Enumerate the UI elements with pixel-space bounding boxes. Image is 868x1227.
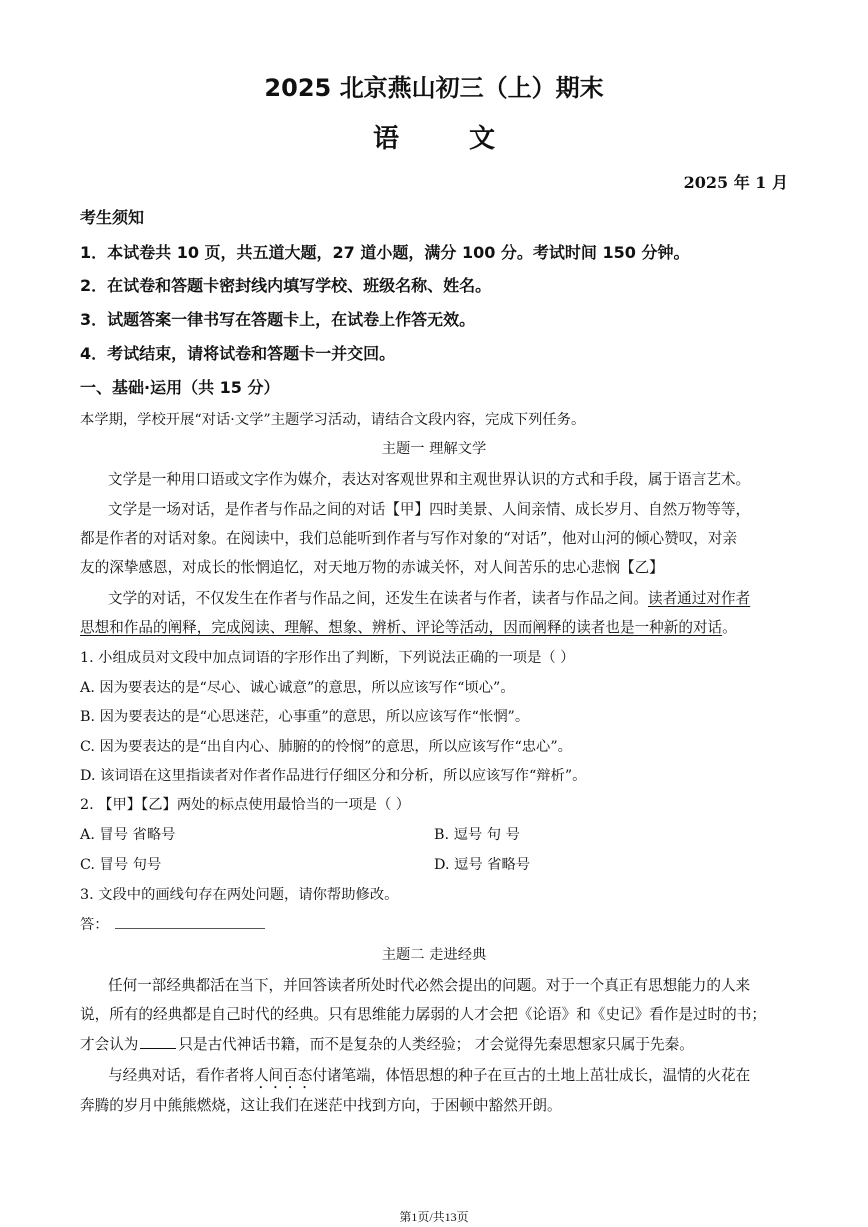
subject-title <box>0 118 868 155</box>
exam-title: 2025 北京燕山初三（上）期末 <box>264 74 604 102</box>
period: 。 <box>722 619 737 636</box>
q2-option-b: B. 逗号 句 号 <box>434 827 520 843</box>
section-intro: 本学期，学校开展“对话·文学”主题学习活动，请结合文段内容，完成下列任务。 <box>80 412 586 428</box>
question-2: 2. 【甲】【乙】两处的标点使用最恰当的一项是（ ） <box>80 797 411 813</box>
answer-line[interactable] <box>115 916 265 929</box>
theme-2-title: 主题二 走进经典 <box>381 947 487 963</box>
paragraph-4-text-a: 才会认为 <box>80 1036 139 1053</box>
underlined-sentence-end: 思想和作品的阐释，完成阅读、理解、想象、辨析、评论等活动，因而阐释的读者也是一种新的对话 <box>80 619 723 636</box>
q1-option-b: B. 因为要表达的是“心思迷茫，心事重”的意思，所以应该写作“怅惘”。 <box>80 709 530 725</box>
paragraph-2-line-1: 文学是一场对话，是作者与作品之间的对话【甲】四时美景、人间亲情、成长岁月、自然万物等等， <box>108 501 751 518</box>
q1-option-a: A. 因为要表达的是“尽心、诚心诚意”的意思，所以应该写作“顷心”。 <box>80 680 515 696</box>
paragraph-5-text-a: 与经典对话，看作者将 <box>108 1067 254 1084</box>
q2-option-d: D. 逗号 省略号 <box>434 857 531 873</box>
question-3: 3. 文段中的画线句存在两处问题，请你帮助修改。 <box>80 887 399 903</box>
paragraph-2-line-2: 都是作者的对话对象。在阅读中，我们总能听到作者与写作对象的“对话”，他对山河的倾心赞叹，对亲 <box>80 530 738 547</box>
paragraph-4-line-2: 说，所有的经典都是自己时代的经典。只有思维能力孱弱的人才会把《论语》和《史记》看作是过时的书； <box>80 1006 766 1023</box>
q2-option-a: A. 冒号 省略号 <box>80 827 176 843</box>
paragraph-4-text-b: 只是古代神话书籍，而不是复杂的人类经验； 才会觉得先秦思想家只属于先秦。 <box>178 1036 694 1053</box>
subject-char-2: 文 <box>469 124 496 154</box>
notice-item-3: 3．试题答案一律书写在答题卡上，在试卷上作答无效。 <box>80 310 476 329</box>
paragraph-5-line-2: 奔腾的岁月中熊熊燃烧，这让我们在迷茫中找到方向，于困顿中豁然开朗。 <box>80 1097 562 1114</box>
paragraph-1: 文学是一种用口语或文字作为媒介，表达对客观世界和主观世界认识的方式和手段，属于语言艺术。 <box>108 471 751 488</box>
paragraph-5-text-b: 付诸笔端，体悟思想的种子在亘古的土地上茁壮成长，温情的火花在 <box>312 1067 751 1084</box>
paragraph-4-line-3 <box>80 1033 694 1054</box>
notice-item-2: 2．在试卷和答题卡密封线内填写学校、班级名称、姓名。 <box>80 276 492 295</box>
notice-item-4: 4．考试结束，请将试卷和答题卡一并交回。 <box>80 344 396 363</box>
exam-date: 2025 年 1 月 <box>683 173 788 192</box>
paragraph-3-line-2 <box>80 616 737 637</box>
fill-blank[interactable] <box>140 1036 176 1049</box>
question-1: 1. 小组成员对文段中加点词语的字形作出了判断，下列说法正确的一项是（ ） <box>80 650 575 666</box>
section-heading: 一、基础·运用（共 15 分） <box>80 378 280 397</box>
dotted-words: 人间百态 <box>253 1067 313 1084</box>
theme-1-title: 主题一 理解文学 <box>381 441 487 457</box>
q1-option-c: C. 因为要表达的是“出自内心、肺腑的的怜悯”的意思，所以应该写作“忠心”。 <box>80 739 572 755</box>
paragraph-3-text: 文学的对话，不仅发生在作者与作品之间，还发生在读者与作者，读者与作品之间。 <box>108 590 648 607</box>
underlined-sentence-start: 读者通过对作者 <box>647 590 751 607</box>
paragraph-4-line-1: 任何一部经典都活在当下，并回答读者所处时代必然会提出的问题。对于一个真正有思想能力的人来 <box>108 977 751 994</box>
answer-label: 答： <box>80 917 109 933</box>
notice-item-1: 1．本试卷共 10 页，共五道大题，27 道小题，满分 100 分。考试时间 150 分钟。 <box>80 243 690 262</box>
q2-option-c: C. 冒号 句号 <box>80 857 162 873</box>
subject-char-1: 语 <box>372 124 399 154</box>
page-number: 第1页/共13页 <box>399 1210 469 1224</box>
q1-option-d: D. 该词语在这里指读者对作者作品进行仔细区分和分析，所以应该写作“辩析”。 <box>80 768 587 784</box>
paragraph-3-line-1 <box>108 587 750 608</box>
answer-row <box>80 914 265 934</box>
paragraph-5-line-1 <box>108 1064 750 1092</box>
paragraph-2-line-3: 友的深挚感恩，对成长的怅惘追忆，对天地万物的赤诚关怀，对人间苦乐的忠心悲悯【乙】 <box>80 559 664 576</box>
notice-heading: 考生须知 <box>80 208 145 227</box>
